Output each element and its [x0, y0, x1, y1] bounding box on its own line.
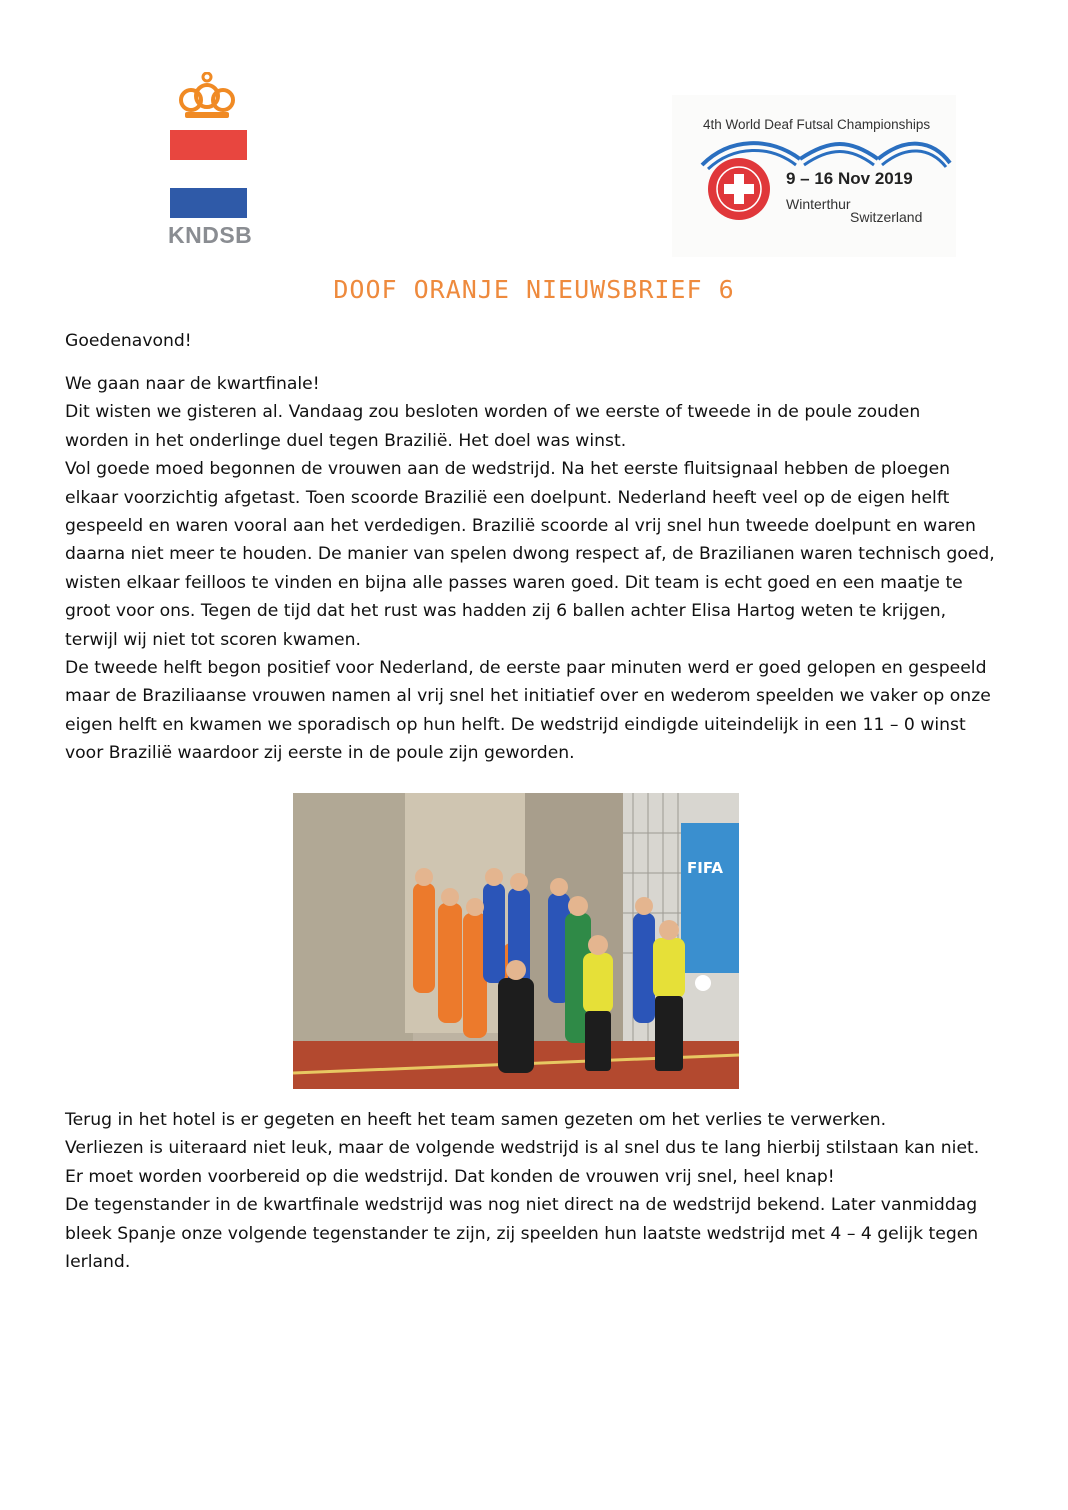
- body-line: eigen helft en kwamen we sporadisch op hun helft. De wedstrijd eindigde uiteindelijk in een 11 – 0 winst: [65, 714, 966, 735]
- body-line: elkaar voorzichtig afgetast. Toen scoorde Brazilië een doelpunt. Nederland heeft veel op de eigen helft: [65, 487, 950, 508]
- body-line: gespeeld en waren vooral aan het verdedigen. Brazilië scoorde al vrij snel hun tweede doelpunt en waren: [65, 516, 976, 537]
- flag-red-band: [170, 130, 247, 160]
- body-line: We gaan naar de kwartfinale!: [65, 374, 320, 394]
- newsletter-title: DOOF ORANJE NIEUWSBRIEF 6: [333, 275, 735, 304]
- body-line: Terug in het hotel is er gegeten en heeft het team samen gezeten om het verlies te verwerken.: [65, 1110, 887, 1130]
- match-photo: [293, 793, 739, 1089]
- body-line: terwijl wij niet tot scoren kwamen.: [65, 629, 361, 650]
- body-line: worden in het onderlinge duel tegen Brazilië. Het doel was winst.: [65, 430, 627, 451]
- event-city: Winterthur: [786, 196, 851, 212]
- body-line: De tweede helft begon positief voor Nederland, de eerste paar minuten werd er goed gelopen en gespeeld: [65, 658, 987, 679]
- body-line: Vol goede moed begonnen de vrouwen aan de wedstrijd. Na het eerste fluitsignaal hebben de ploegen: [65, 459, 951, 480]
- event-country: Switzerland: [850, 209, 923, 225]
- body-line: Ierland.: [65, 1252, 131, 1273]
- greeting: [65, 327, 1010, 355]
- kndsb-wordmark: KNDSB: [168, 222, 253, 248]
- greeting-line: Goedenavond!: [65, 331, 192, 351]
- event-title: 4th World Deaf Futsal Championships: [703, 117, 931, 132]
- players-walkout-image: [293, 793, 739, 1089]
- body-line: Er moet worden voorbereid op die wedstrijd. Dat konden de vrouwen vrij snel, heel knap!: [65, 1166, 835, 1187]
- swiss-cross-ball-icon: [706, 156, 772, 222]
- body-line: wisten elkaar feilloos te vinden en bijna alle passes waren goed. Dit team is echt goed en een maatje te: [65, 572, 963, 593]
- body-line: De tegenstander in de kwartfinale wedstrijd was nog niet direct na de wedstrijd bekend. Later vanmiddag: [65, 1195, 978, 1216]
- body-line: Dit wisten we gisteren al. Vandaag zou besloten worden of we eerste of tweede in de poule zouden: [65, 402, 921, 423]
- kndsb-logo: [168, 72, 253, 252]
- crown-icon: [176, 72, 238, 126]
- body-paragraph-match: [65, 370, 1010, 768]
- body-line: bleek Spanje onze volgende tegenstander te zijn, zij speelden hun laatste wedstrijd met 4 – 4 gelijk tegen: [65, 1223, 979, 1244]
- body-line: Verliezen is uiteraard niet leuk, maar de volgende wedstrijd is al snel dus te lang hierbij stilstaan kan niet.: [65, 1138, 980, 1159]
- championship-logo: [672, 95, 956, 257]
- body-paragraph-aftermath: [65, 1106, 1010, 1276]
- event-dates: 9 – 16 Nov 2019: [786, 169, 913, 188]
- fifa-banner-text: FIFA: [687, 859, 723, 877]
- body-line: daarna niet meer te houden. De manier van spelen dwong respect af, de Brazilianen waren technisch goed,: [65, 544, 995, 565]
- flag-blue-band: [170, 188, 247, 218]
- body-line: voor Brazilië waardoor zij eerste in de poule zijn geworden.: [65, 743, 575, 764]
- body-line: maar de Braziliaanse vrouwen namen al vrij snel het initiatief over en wederom speelden we vaker op onze: [65, 686, 991, 707]
- body-line: groot voor ons. Tegen de tijd dat het rust was hadden zij 6 ballen achter Elisa Hartog weten te krijgen,: [65, 601, 947, 622]
